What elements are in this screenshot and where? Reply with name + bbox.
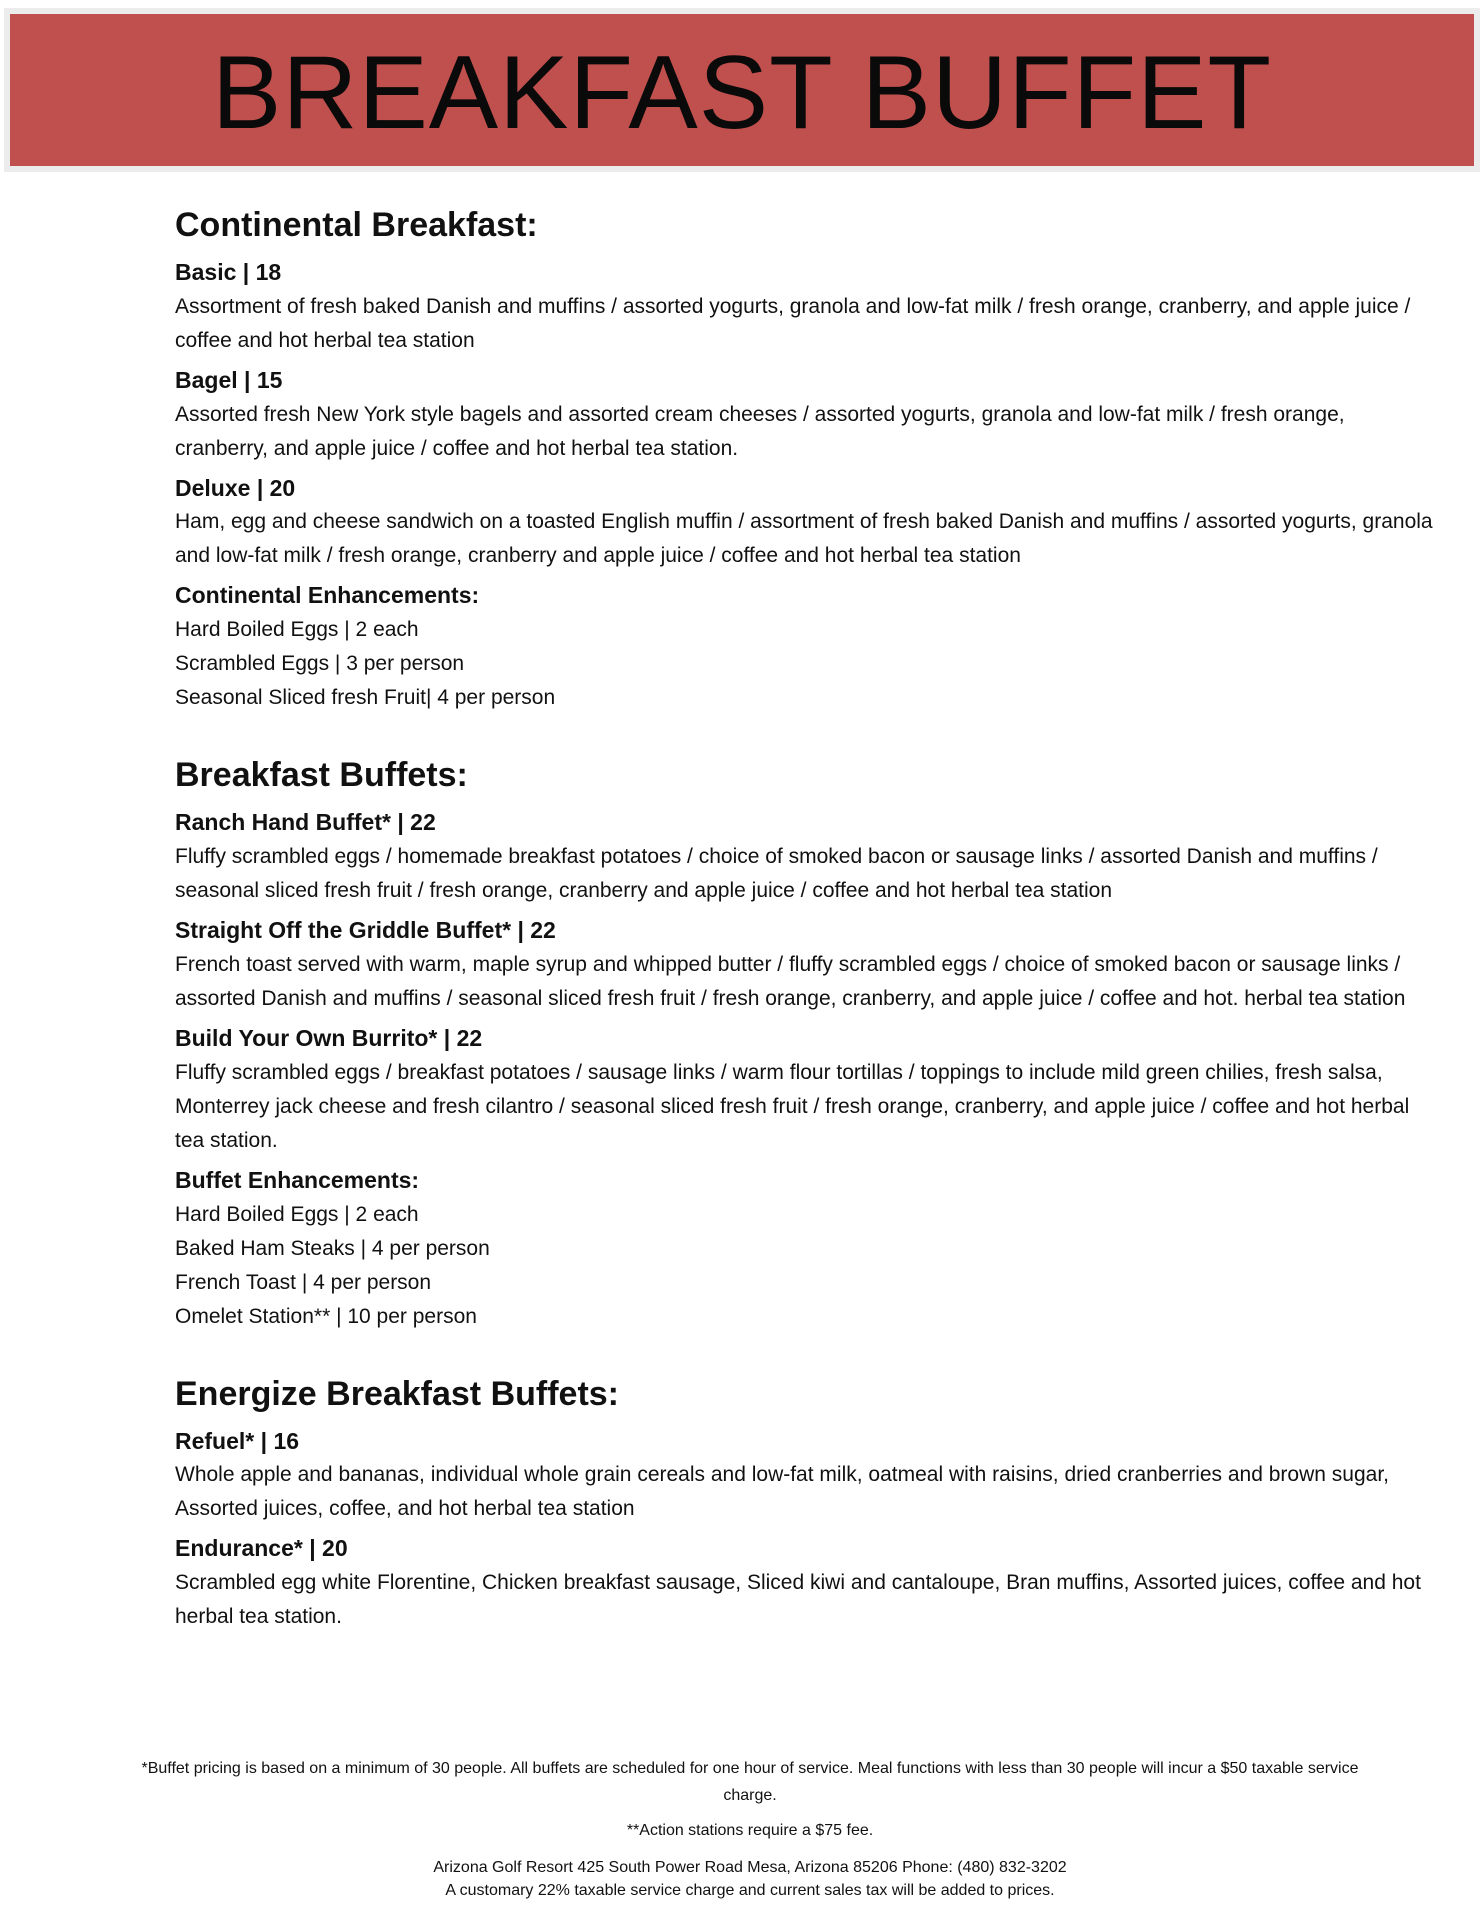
enhancement-item: Hard Boiled Eggs | 2 each (175, 1202, 419, 1226)
enhancement-item: Omelet Station** | 10 per person (175, 1304, 477, 1328)
menu-item-refuel (175, 1427, 1435, 1527)
enhancements-title: Continental Enhancements: (175, 582, 480, 609)
enhancement-item: French Toast | 4 per person (175, 1270, 432, 1294)
menu-content (175, 205, 1435, 1642)
item-title: Build Your Own Burrito* | 22 (175, 1024, 483, 1051)
menu-item-burrito (175, 1024, 1435, 1158)
section-continental (175, 205, 1435, 715)
service-charge-note: A customary 22% taxable service charge and current sales tax will be added to prices. (445, 1882, 1055, 1899)
menu-item-deluxe (175, 474, 1435, 574)
item-title: Ranch Hand Buffet* | 22 (175, 809, 436, 836)
item-description: Assorted fresh New York style bagels and assorted cream cheeses / assorted yogurts, granola and low-fat milk / fresh orange, cranberry, and apple juice / coffee and hot herbal tea station. (175, 402, 1345, 460)
menu-item-bagel (175, 366, 1435, 466)
section-title: Energize Breakfast Buffets: (175, 1374, 620, 1413)
menu-item-griddle (175, 916, 1435, 1016)
menu-item-basic (175, 258, 1435, 358)
enhancements-list (175, 1198, 1435, 1334)
enhancement-item: Hard Boiled Eggs | 2 each (175, 618, 419, 642)
section-breakfast-buffets (175, 755, 1435, 1333)
item-title: Bagel | 15 (175, 366, 283, 393)
menu-item-ranch-hand (175, 808, 1435, 908)
enhancement-item: Seasonal Sliced fresh Fruit| 4 per person (175, 686, 556, 710)
enhancement-item: Baked Ham Steaks | 4 per person (175, 1236, 490, 1260)
section-title: Breakfast Buffets: (175, 756, 468, 795)
item-description: Assortment of fresh baked Danish and muffins / assorted yogurts, granola and low-fat milk / fresh orange, cranberry, and apple juice / coffee and hot herbal tea station (175, 294, 1411, 352)
item-title: Deluxe | 20 (175, 474, 296, 501)
action-station-note: **Action stations require a $75 fee. (626, 1822, 874, 1839)
title-banner (10, 14, 1474, 166)
footer (140, 1755, 1360, 1902)
item-title: Endurance* | 20 (175, 1535, 348, 1562)
item-description: Fluffy scrambled eggs / homemade breakfast potatoes / choice of smoked bacon or sausage links / assorted Danish and muffins / seasonal sliced fresh fruit / fresh orange, cranberry and apple juice / coffee and hot herbal tea station (175, 845, 1378, 903)
item-title: Basic | 18 (175, 258, 282, 285)
item-description: Fluffy scrambled eggs / breakfast potatoes / sausage links / warm flour tortillas / toppings to include mild green chilies, fresh salsa, Monterrey jack cheese and fresh cilantro / seasonal sliced fresh fruit / fresh orange, cranberry, and apple juice / coffee and hot herbal tea station. (175, 1060, 1410, 1152)
menu-item-endurance (175, 1534, 1435, 1634)
enhancements-title: Buffet Enhancements: (175, 1166, 420, 1193)
item-title: Straight Off the Griddle Buffet* | 22 (175, 917, 556, 944)
pricing-note: *Buffet pricing is based on a minimum of 30 people. All buffets are scheduled for one hour of service. Meal functions with less than 30 people will incur a $50 taxable service charge. (141, 1760, 1359, 1804)
item-description: Scrambled egg white Florentine, Chicken breakfast sausage, Sliced kiwi and cantaloupe, Bran muffins, Assorted juices, coffee and hot herbal tea station. (175, 1571, 1421, 1629)
item-description: Ham, egg and cheese sandwich on a toasted English muffin / assortment of fresh baked Danish and muffins / assorted yogurts, granola and low-fat milk / fresh orange, cranberry and apple juice / coffee and hot herbal tea station (175, 510, 1433, 568)
item-description: French toast served with warm, maple syrup and whipped butter / fluffy scrambled eggs / choice of smoked bacon or sausage links / assorted Danish and muffins / seasonal sliced fresh fruit / fresh orange, cranberry, and apple juice / coffee and hot. herbal tea station (175, 952, 1406, 1010)
section-energize (175, 1374, 1435, 1635)
item-title: Refuel* | 16 (175, 1427, 300, 1454)
enhancement-item: Scrambled Eggs | 3 per person (175, 652, 465, 676)
item-description: Whole apple and bananas, individual whole grain cereals and low-fat milk, oatmeal with raisins, dried cranberries and brown sugar, Assorted juices, coffee, and hot herbal tea station (175, 1463, 1389, 1521)
enhancements-list (175, 613, 1435, 715)
section-title: Continental Breakfast: (175, 206, 538, 244)
resort-address: Arizona Golf Resort 425 South Power Road Mesa, Arizona 85206 Phone: (480) 832-3202 (433, 1859, 1067, 1876)
page-title: BREAKFAST BUFFET (211, 35, 1273, 151)
